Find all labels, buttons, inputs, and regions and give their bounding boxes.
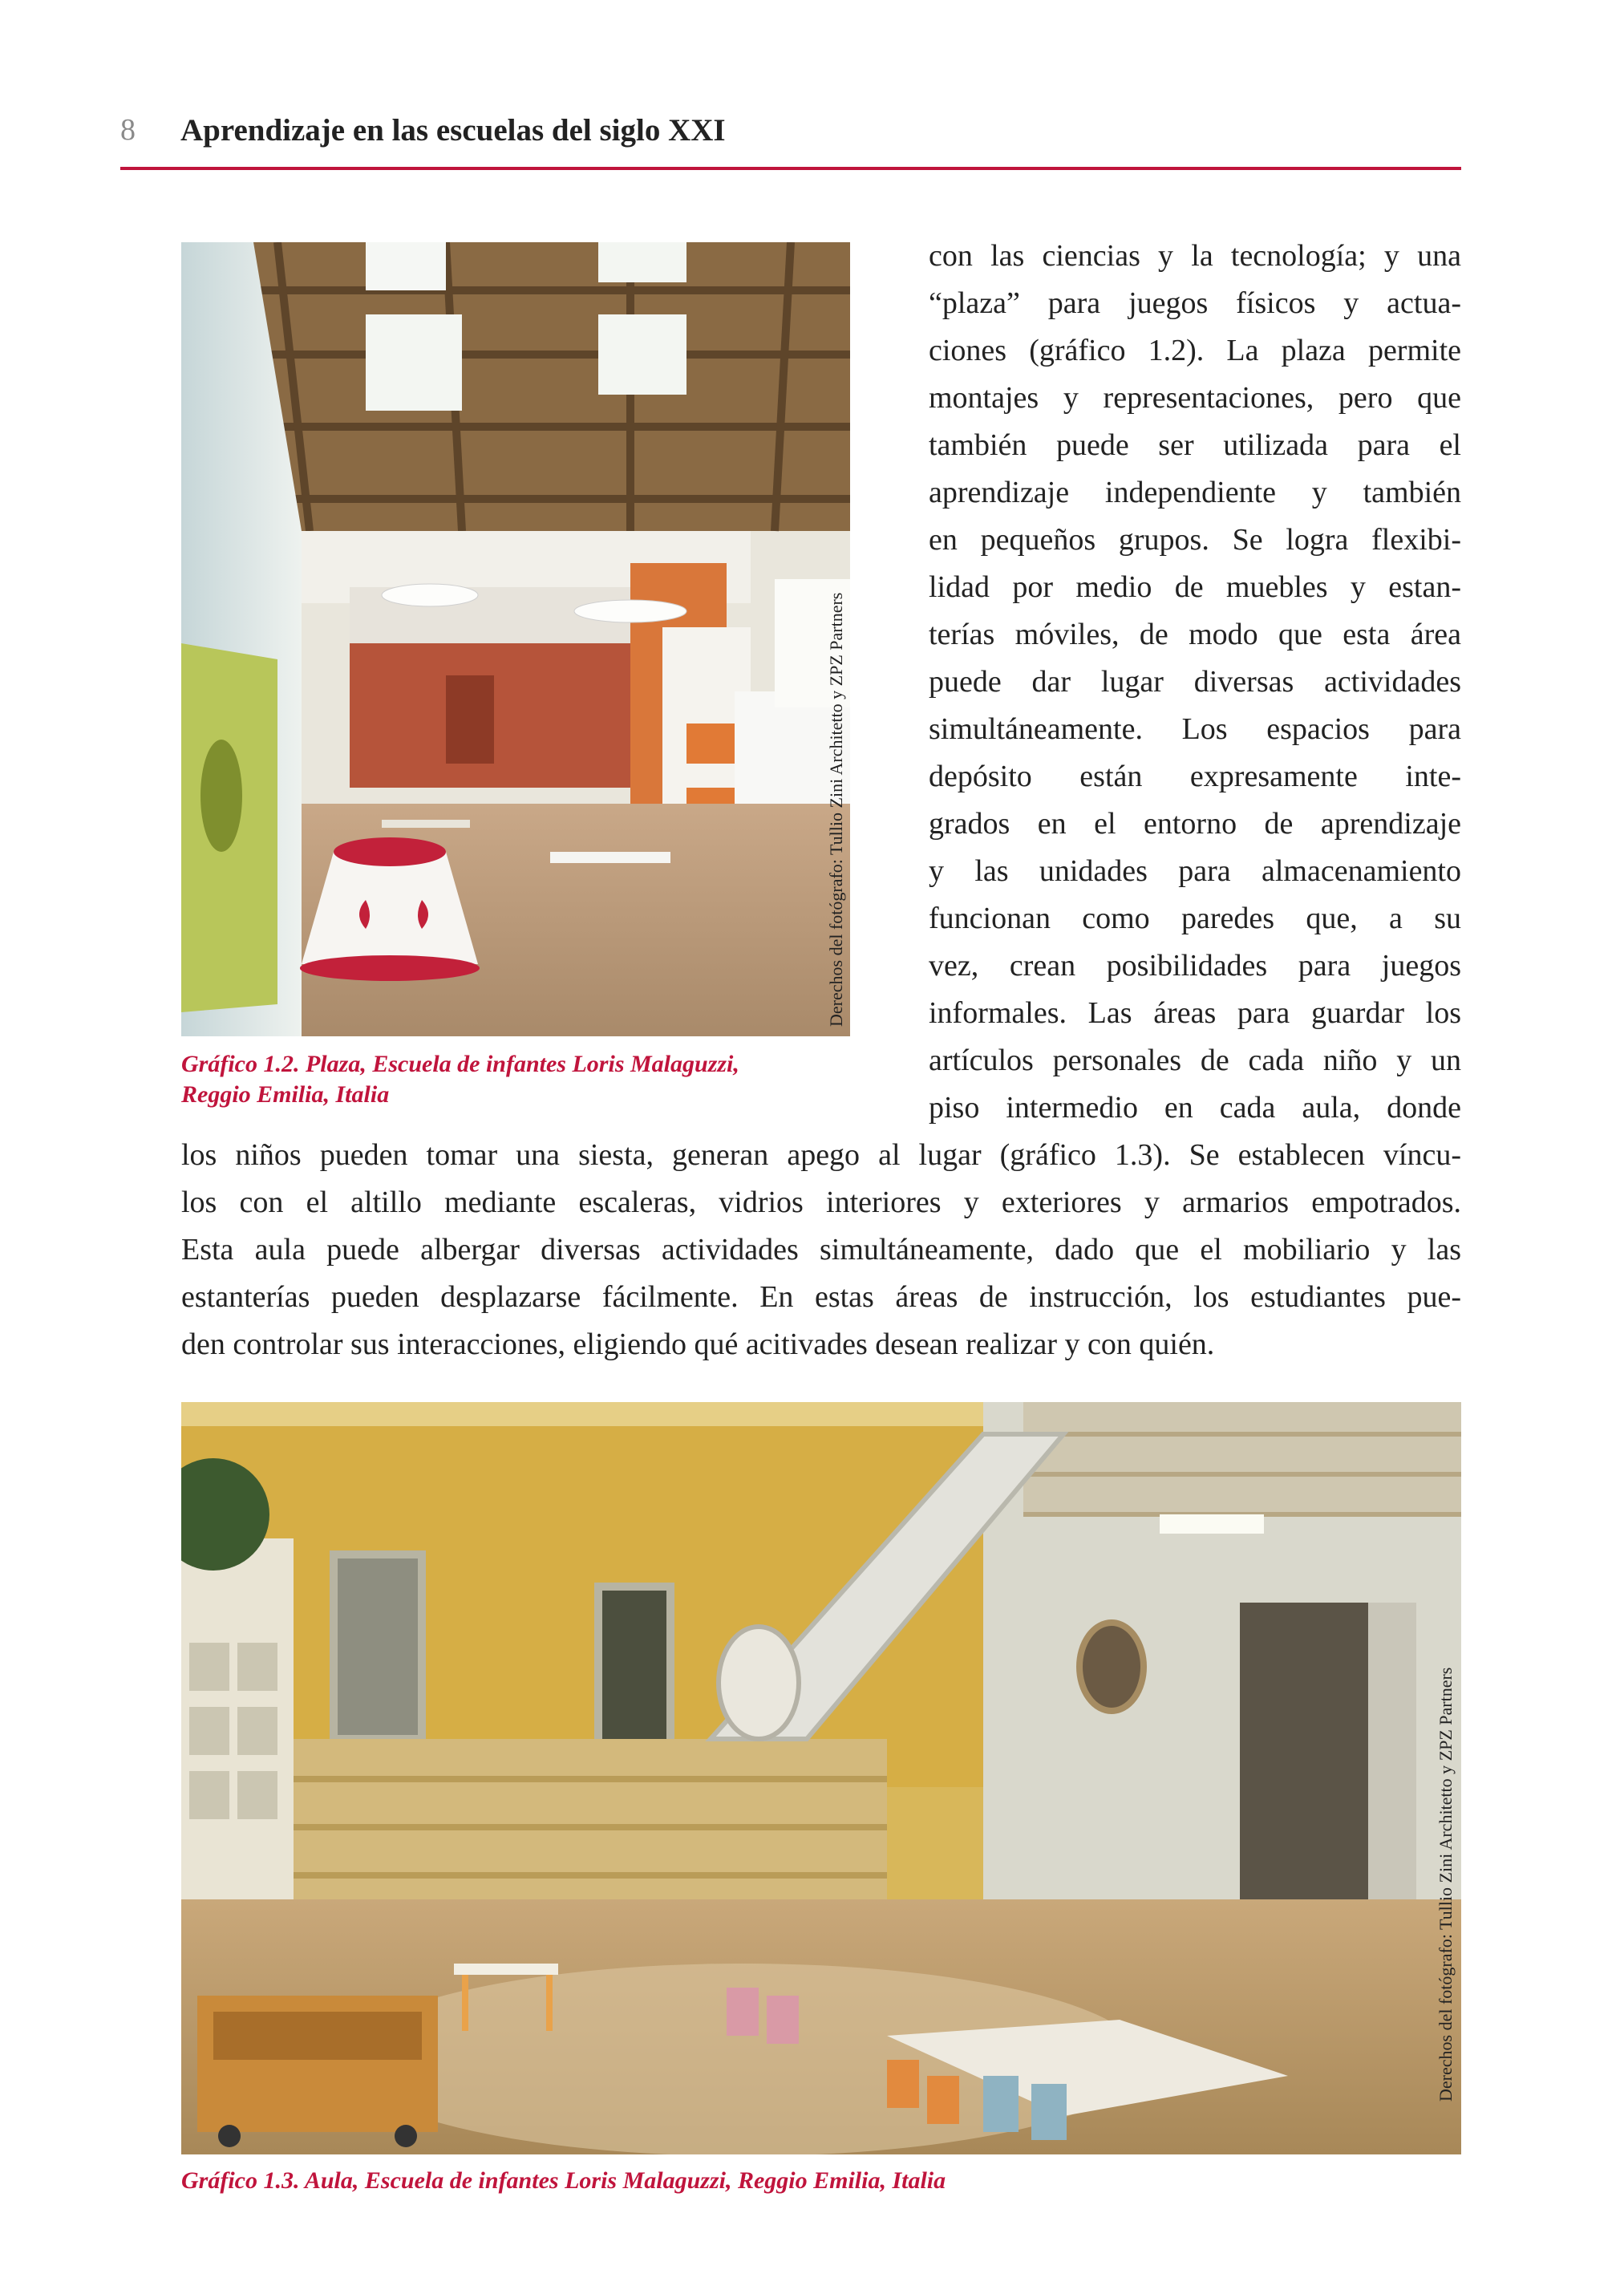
classroom-photo [181,1402,1461,2154]
text-line: vez, crean posibilidades para juegos [929,949,1461,983]
text-line: lidad por medio de muebles y estan- [929,570,1461,604]
text-line: informales. Las áreas para guardar los [929,996,1461,1030]
text-line: simultáneamente. Los espacios para [929,712,1461,746]
text-line: puede dar lugar diversas actividades [929,665,1461,699]
text-line: con las ciencias y la tecnología; y una [929,239,1461,273]
text-line: y las unidades para almacenamiento [929,854,1461,888]
plaza-caption-line-2: Reggio Emilia, Italia [181,1081,390,1108]
classroom-photo-credit: Derechos del fotógrafo: Tullio Zini Architetto y ZPZ Partners [1436,1667,1456,2102]
text-line: también puede ser utilizada para el [929,428,1461,462]
text-line: piso intermedio en cada aula, donde [929,1091,1461,1125]
plaza-photo [181,242,850,1036]
text-line: aprendizaje independiente y también [929,476,1461,509]
plaza-photo-credit: Derechos del fotógrafo: Tullio Zini Architetto y ZPZ Partners [826,592,846,1027]
text-line: depósito están expresamente inte- [929,760,1461,793]
text-line: artículos personales de cada niño y un [929,1044,1461,1077]
text-line: estanterías pueden desplazarse fácilmente. En estas áreas de instrucción, los estudiantes pue- [181,1280,1461,1314]
text-line: en pequeños grupos. Se logra flexibi- [929,523,1461,557]
text-line: ciones (gráfico 1.2). La plaza permite [929,334,1461,367]
text-line: los niños pueden tomar una siesta, generan apego al lugar (gráfico 1.3). Se establecen víncu- [181,1138,1461,1172]
page-header [120,112,1460,168]
plaza-photo-illustration [181,242,850,1036]
text-line: grados en el entorno de aprendizaje [929,807,1461,841]
classroom-photo-illustration [181,1402,1461,2154]
header-rule [120,167,1461,170]
text-line: montajes y representaciones, pero que [929,381,1461,415]
text-line-last: den controlar sus interacciones, eligiendo qué acitivades desean realizar y con quién. [181,1327,1215,1361]
text-line: “plaza” para juegos físicos y actua- [929,286,1461,320]
text-line: los con el altillo mediante escaleras, vidrios interiores y exteriores y armarios empotrados. [181,1186,1461,1219]
page-number: 8 [120,113,136,147]
plaza-caption [181,1049,871,1110]
body-column-text [929,233,1461,1132]
text-line: funcionan como paredes que, a su [929,902,1461,935]
body-full-text [181,1132,1461,1368]
plaza-caption-line-1: Gráfico 1.2. Plaza, Escuela de infantes Loris Malaguzzi, [181,1051,739,1077]
text-line: terías móviles, de modo que esta área [929,618,1461,651]
classroom-caption: Gráfico 1.3. Aula, Escuela de infantes Loris Malaguzzi, Reggio Emilia, Italia [181,2167,946,2194]
running-head-title: Aprendizaje en las escuelas del siglo XXI [180,113,726,148]
text-line: Esta aula puede albergar diversas actividades simultáneamente, dado que el mobiliario y las [181,1233,1461,1267]
